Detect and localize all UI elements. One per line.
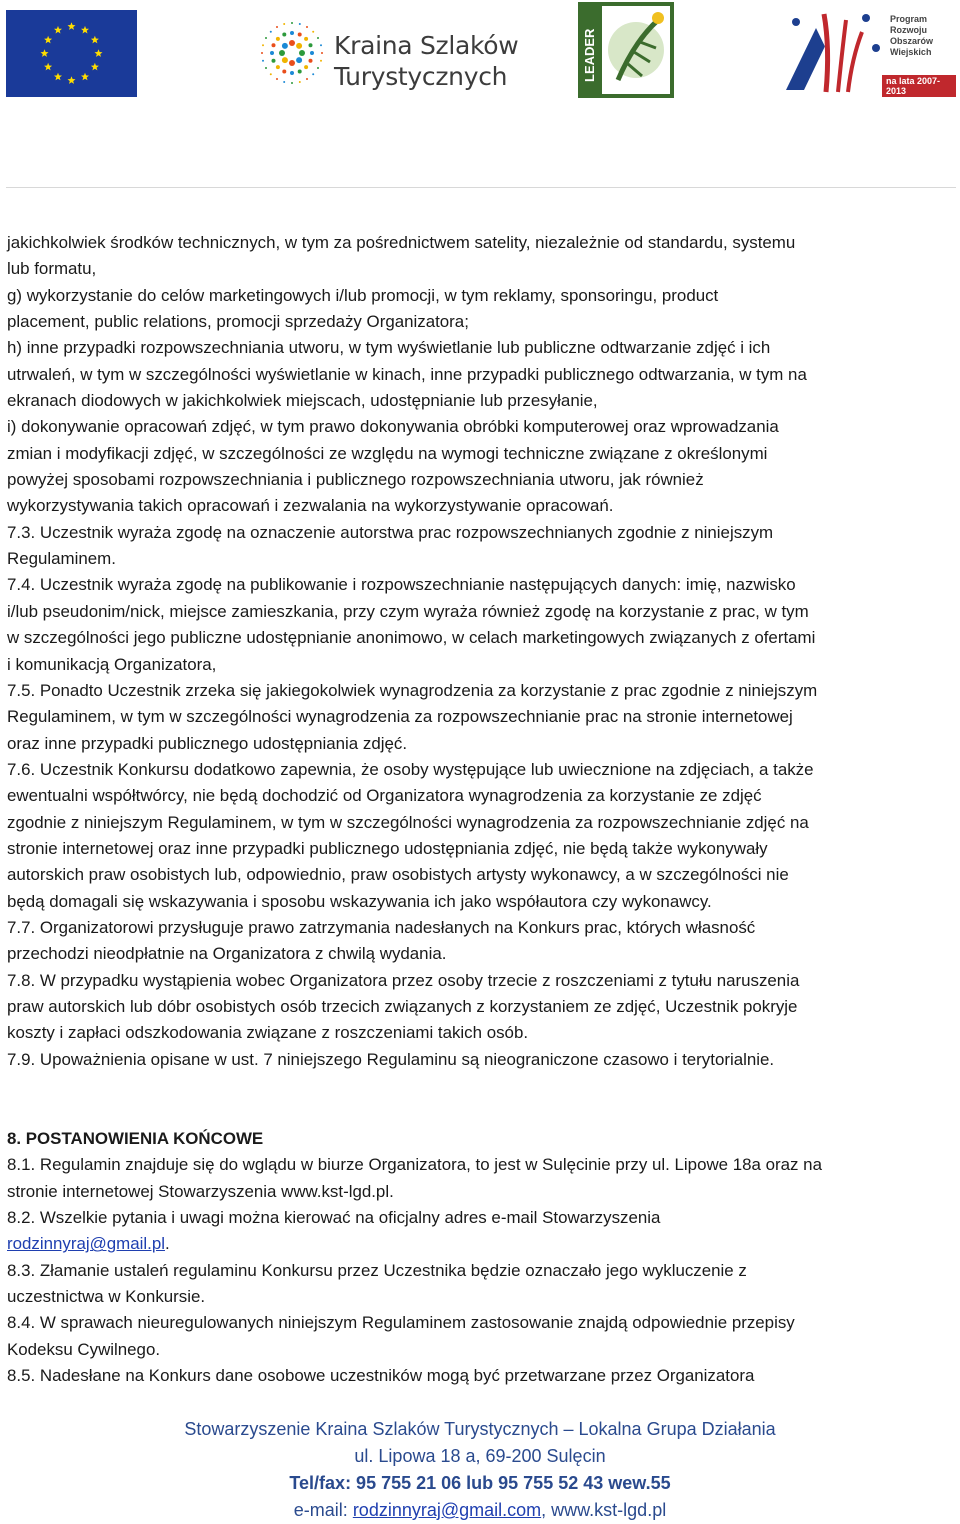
eu-star-icon bbox=[91, 63, 99, 71]
kst-dot-icon bbox=[276, 78, 278, 80]
body-line: utrwaleń, w tym w szczególności wyświetlanie w kinach, inne przypadki publicznego odtwarzania, w tym na bbox=[7, 364, 807, 384]
footer-phone: Tel/fax: 95 755 21 06 lub 95 755 52 43 wew.55 bbox=[289, 1473, 671, 1493]
body-line: ekranach diodowych w jakichkolwiek miejscach, udostępnianie lub przesyłanie, bbox=[7, 391, 598, 411]
kst-dot-icon bbox=[306, 78, 308, 80]
kst-dot-icon bbox=[309, 59, 313, 63]
body-line: i) dokonywanie opracowań zdjęć, w tym prawo dokonywania obróbki komputerowej oraz wprowadzania bbox=[7, 417, 779, 437]
kst-logo bbox=[258, 8, 520, 98]
kst-dot-icon bbox=[296, 57, 302, 63]
kst-dot-icon bbox=[270, 31, 272, 33]
kst-sunburst-icon bbox=[258, 8, 328, 98]
body-line: 7.8. W przypadku wystąpienia wobec Organizatora przez osoby trzecie z roszczeniami z tytułu naruszenia bbox=[7, 970, 800, 990]
kst-dot-icon bbox=[272, 59, 276, 63]
kst-dot-icon bbox=[312, 31, 314, 33]
eu-star-icon bbox=[54, 26, 62, 34]
kst-dot-icon bbox=[317, 67, 319, 69]
kst-dot-icon bbox=[312, 73, 314, 75]
body-line: ewentualni współtwórcy, nie będą dochodzić od Organizatora wynagrodzenia za korzystanie ze zdjęć bbox=[7, 786, 762, 806]
kst-dot-icon bbox=[291, 82, 293, 84]
footer-email-link[interactable]: rodzinnyraj@gmail.com bbox=[352, 1500, 542, 1520]
kst-dot-icon bbox=[321, 52, 323, 54]
kst-dot-icon bbox=[276, 65, 280, 69]
kst-dot-icon bbox=[320, 60, 322, 62]
body-line: będą domagali się wskazywania i sposobu wskazywania ich jako współautora czy wykonawcy. bbox=[7, 891, 712, 911]
body-line: lub formatu, bbox=[7, 259, 97, 279]
clause-8-1-line1: 8.1. Regulamin znajduje się do wglądu w biurze Organizatora, to jest w Sulęcinie przy ul. Lipowe 18a oraz na bbox=[7, 1155, 822, 1175]
eu-star-icon bbox=[81, 26, 89, 34]
clause-8-1-line2: stronie internetowej Stowarzyszenia www.kst-lgd.pl. bbox=[7, 1181, 394, 1201]
kst-dot-icon bbox=[276, 26, 278, 28]
body-line: placement, public relations, promocji sprzedaży Organizatora; bbox=[7, 312, 469, 332]
eu-star-icon bbox=[44, 63, 52, 71]
leader-emblem-icon bbox=[578, 2, 674, 98]
body-line: autorskich praw osobistych lub, odpowiednio, praw osobistych artysty wykonawcy, a w szczególności nie bbox=[7, 865, 789, 885]
clause-8-4-line2: Kodeksu Cywilnego. bbox=[7, 1339, 161, 1359]
kst-dot-icon bbox=[299, 81, 301, 83]
eu-flag-logo bbox=[6, 10, 137, 97]
kst-dot-icon bbox=[276, 37, 280, 41]
kst-dot-icon bbox=[282, 33, 286, 37]
eu-star-icon bbox=[81, 73, 89, 81]
kst-logo-text bbox=[334, 30, 518, 92]
clause-8-3-line2: uczestnictwa w Konkursie. bbox=[7, 1287, 206, 1307]
kst-dot-icon bbox=[261, 52, 263, 54]
email-link[interactable]: rodzinnyraj@gmail.pl bbox=[7, 1234, 165, 1254]
kst-dot-icon bbox=[270, 73, 272, 75]
eu-star-icon bbox=[54, 73, 62, 81]
kst-dot-icon bbox=[320, 44, 322, 46]
eu-star-icon bbox=[68, 76, 76, 84]
footer-address: ul. Lipowa 18 a, 69-200 Sulęcin bbox=[354, 1446, 606, 1466]
clause-8-2-line2 bbox=[7, 1231, 957, 1257]
body-line: przechodzi nieodpłatnie na Organizatora z chwilą wydania. bbox=[7, 944, 447, 964]
body-line: praw autorskich lub dóbr osobistych osób trzecich związanych z korzystaniem ze zdjęć, Uczestnik pokryje bbox=[7, 996, 798, 1016]
kst-dot-icon bbox=[299, 50, 305, 56]
body-line: 7.4. Uczestnik wyraża zgodę na publikowanie i rozpowszechnianie następujących danych: imię, nazwisko bbox=[7, 575, 796, 595]
header-divider bbox=[6, 187, 956, 188]
eu-star-icon bbox=[91, 36, 99, 44]
body-line: g) wykorzystanie do celów marketingowych i/lub promocji, w tym reklamy, sponsoringu, product bbox=[7, 285, 719, 305]
body-line: jakichkolwiek środków technicznych, w tym za pośrednictwem satelity, niezależnie od standardu, systemu bbox=[7, 233, 796, 252]
body-line: zmian i modyfikacji zdjęć, w szczególności ze względu na wymogi techniczne związane z określonymi bbox=[7, 443, 768, 463]
body-line: powyżej sposobami rozpowszechniania i publicznego rozpowszechniania utworu, jak również bbox=[7, 470, 704, 490]
prow-line2: Rozwoju bbox=[890, 25, 927, 35]
kst-dot-icon bbox=[298, 33, 302, 37]
kst-dot-icon bbox=[289, 40, 295, 46]
kst-dot-icon bbox=[282, 70, 286, 74]
eu-stars-icon bbox=[6, 10, 137, 97]
kst-dot-icon bbox=[262, 60, 264, 62]
kst-dot-icon bbox=[262, 44, 264, 46]
kst-dot-icon bbox=[265, 67, 267, 69]
body-line: i/lub pseudonim/nick, miejsce zamieszkania, przy czym wyraża również zgodę na korzystanie z prac, w tym bbox=[7, 601, 809, 621]
clause-8-2-line1: 8.2. Wszelkie pytania i uwagi można kierować na oficjalny adres e-mail Stowarzyszenia bbox=[7, 1208, 661, 1228]
body-line: Regulaminem, w tym w szczególności wynagrodzenia za rozpowszechnianie prac na stronie internetowej bbox=[7, 707, 793, 727]
page-footer bbox=[0, 1416, 960, 1524]
eu-star-icon bbox=[95, 49, 103, 57]
body-line: zgodnie z niniejszym Regulaminem, w tym w szczególności wynagrodzenia za rozpowszechnianie zdjęć na bbox=[7, 812, 809, 832]
kst-dot-icon bbox=[279, 50, 285, 56]
clause-8-3-line1: 8.3. Złamanie ustaleń regulaminu Konkursu przez Uczestnika będzie oznaczało jego wykluczenie z bbox=[7, 1260, 747, 1280]
kst-logo-line1: Kraina Szlaków bbox=[334, 31, 519, 60]
kst-dot-icon bbox=[265, 37, 267, 39]
leader-logo bbox=[578, 2, 674, 98]
prow-line3: Obszarów bbox=[890, 36, 934, 46]
prow-logo-text bbox=[890, 14, 933, 58]
body-line: h) inne przypadki rozpowszechniania utworu, w tym wyświetlanie lub publiczne odtwarzanie zdjęć i ich bbox=[7, 338, 771, 358]
body-line: 7.9. Upoważnienia opisane w ust. 7 niniejszego Regulaminu są nieograniczone czasowo i terytorialnie. bbox=[7, 1049, 775, 1069]
kst-dot-icon bbox=[309, 43, 313, 47]
body-line: w szczególności jego publiczne udostępnianie anonimowo, w celach marketingowych związanych z ofertami bbox=[7, 628, 816, 648]
paragraph-block bbox=[7, 230, 957, 1073]
body-line: oraz inne przypadki publicznego udostępniania zdjęć. bbox=[7, 733, 408, 753]
kst-dot-icon bbox=[289, 60, 295, 66]
kst-dot-icon bbox=[310, 51, 314, 55]
footer-separator: , bbox=[541, 1500, 552, 1520]
kst-dot-icon bbox=[283, 81, 285, 83]
leader-logo-text: LEADER bbox=[582, 28, 597, 82]
footer-organization: Stowarzyszenie Kraina Szlaków Turystycznych – Lokalna Grupa Działania bbox=[184, 1419, 776, 1439]
prow-line1: Program bbox=[890, 14, 928, 24]
kst-logo-line2: Turystycznych bbox=[334, 62, 508, 91]
body-line: koszty i zapłaci odszkodowania związane z roszczeniami takich osób. bbox=[7, 1023, 529, 1043]
body-line: wykorzystywania takich opracowań i zezwalania na wykorzystywanie opracowań. bbox=[7, 496, 614, 516]
prow-line4: Wiejskich bbox=[890, 47, 932, 57]
footer-website[interactable]: www.kst-lgd.pl bbox=[551, 1500, 667, 1520]
body-line: i komunikacją Organizatora, bbox=[7, 654, 217, 674]
kst-dot-icon bbox=[299, 23, 301, 25]
eu-star-icon bbox=[44, 36, 52, 44]
prow-logo bbox=[776, 8, 956, 98]
kst-dot-icon bbox=[304, 65, 308, 69]
kst-dot-icon bbox=[296, 43, 302, 49]
section-heading: 8. POSTANOWIENIA KOŃCOWE bbox=[7, 1129, 264, 1148]
kst-dot-icon bbox=[282, 43, 288, 49]
body-line: 7.7. Organizatorowi przysługuje prawo zatrzymania nadesłanych na Konkurs prac, których własność bbox=[7, 917, 756, 937]
kst-dot-icon bbox=[290, 71, 294, 75]
kst-dot-icon bbox=[317, 37, 319, 39]
kst-dot-icon bbox=[272, 43, 276, 47]
clause-8-4-line1: 8.4. W sprawach nieuregulowanych niniejszym Regulaminem zastosowanie znajdą odpowiednie przepisy bbox=[7, 1313, 795, 1333]
prow-years-badge: na lata 2007-2013 bbox=[882, 75, 956, 97]
kst-dot-icon bbox=[282, 57, 288, 63]
body-line: 7.5. Ponadto Uczestnik zrzeka się jakiegokolwiek wynagrodzenia za korzystanie z prac zgodnie z niniejszym bbox=[7, 680, 818, 700]
eu-star-icon bbox=[41, 49, 49, 57]
clause-8-5-line1: 8.5. Nadesłane na Konkurs dane osobowe uczestników mogą być przetwarzane przez Organizatora bbox=[7, 1366, 755, 1386]
body-line: 7.6. Uczestnik Konkursu dodatkowo zapewnia, że osoby występujące lub uwiecznione na zdjęciach, a także bbox=[7, 759, 814, 779]
kst-dot-icon bbox=[283, 23, 285, 25]
body-line: stronie internetowej oraz inne przypadki publicznego udostępniania zdjęć, nie będą także wykonywały bbox=[7, 838, 768, 858]
kst-dot-icon bbox=[304, 37, 308, 41]
body-line: Regulaminem. bbox=[7, 549, 116, 569]
body-line: 7.3. Uczestnik wyraża zgodę na oznaczenie autorstwa prac rozpowszechnianych zgodnie z niniejszym bbox=[7, 522, 774, 542]
kst-dot-icon bbox=[270, 51, 274, 55]
prow-emblem-icon bbox=[776, 8, 886, 98]
kst-dot-icon bbox=[290, 31, 294, 35]
footer-email-label: e-mail: bbox=[293, 1500, 353, 1520]
kst-dot-icon bbox=[306, 26, 308, 28]
section-spacer bbox=[7, 1073, 957, 1126]
kst-dot-icon bbox=[291, 22, 293, 24]
clause-8-2-period: . bbox=[164, 1234, 170, 1254]
eu-star-icon bbox=[68, 22, 76, 30]
document-body bbox=[7, 230, 957, 1389]
kst-dot-icon bbox=[298, 70, 302, 74]
